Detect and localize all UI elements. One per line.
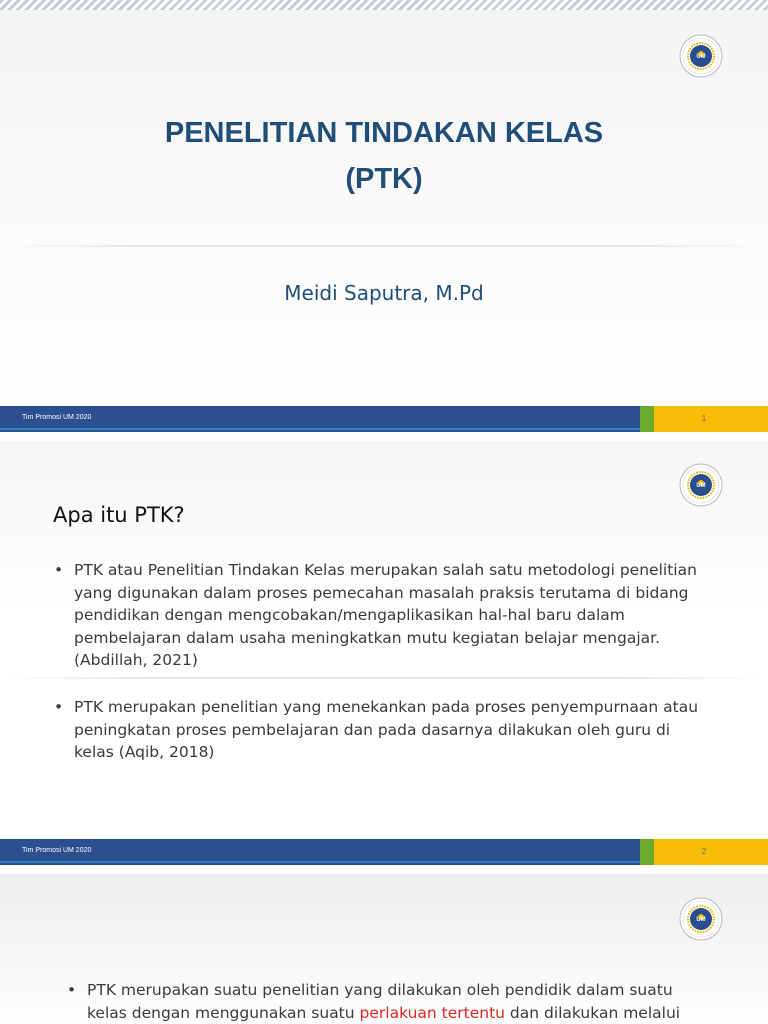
bullet-list (67, 979, 717, 1024)
title-divider (0, 245, 768, 247)
highlighted-phrase: perlakuan tertentu (359, 1003, 505, 1022)
footer-text: Tim Promosi UM 2020 (22, 847, 92, 854)
slide-1 (0, 0, 768, 433)
svg-text:UM: UM (696, 483, 706, 489)
bullet-list (54, 696, 714, 764)
bullet-list (54, 559, 714, 672)
bullet-icon: • (54, 561, 64, 579)
footer-accent-line (0, 861, 640, 863)
slide-2 (0, 441, 768, 866)
footer-accent-line (0, 428, 640, 430)
bullet-text: PTK atau Penelitian Tindakan Kelas merupakan salah satu metodologi penelitian yang digunakan dalam proses pemecahan masalah praksis terutama di bidang pendidikan dengan mengcobakan/mengaplikasikan hal-hal baru dalam pembelajaran dalam usaha meningkatkan mutu kegiatan belajar mengajar. (Abdillah, 2021) (74, 561, 697, 669)
title-line-2: (PTK) (345, 163, 423, 195)
university-seal-icon (679, 897, 723, 941)
list-item (54, 696, 714, 764)
footer-green-block (640, 839, 654, 865)
slide-footer (0, 406, 768, 432)
page-number: 2 (701, 847, 707, 856)
slide-gap (0, 433, 768, 441)
footer-green-block (640, 406, 654, 432)
bullet-text-part-2: dan dilakukan melalui (504, 1003, 681, 1022)
list-item (67, 979, 717, 1024)
svg-text:UM: UM (696, 917, 706, 923)
top-stripe (0, 0, 768, 10)
bullet-text-part-1: PTK merupakan suatu penelitian yang dilakukan oleh pendidik dalam suatu kelas dengan menggunakan suatu (87, 981, 673, 1022)
title-line-1: PENELITIAN TINDAKAN KELAS (164, 117, 604, 149)
bullet-icon: • (67, 981, 77, 999)
slide-heading: Apa itu PTK? (53, 503, 185, 527)
list-item (54, 559, 714, 672)
slide-title (0, 110, 768, 202)
bullet-text: PTK merupakan penelitian yang menekankan pada proses penyempurnaan atau peningkatan proses pembelajaran dan pada dasarnya dilakukan oleh guru di kelas (Aqib, 2018) (74, 698, 699, 761)
author-name: Meidi Saputra, M.Pd (284, 281, 484, 305)
bullet-icon: • (54, 698, 64, 716)
slide-gap (0, 866, 768, 874)
university-seal-icon (679, 463, 723, 507)
content-divider (0, 677, 768, 679)
slide-3 (0, 874, 768, 1024)
university-seal-icon (679, 34, 723, 78)
slide-footer (0, 839, 768, 865)
footer-text: Tim Promosi UM 2020 (22, 414, 92, 421)
svg-text:UM: UM (696, 54, 706, 60)
page-number: 1 (701, 414, 707, 423)
